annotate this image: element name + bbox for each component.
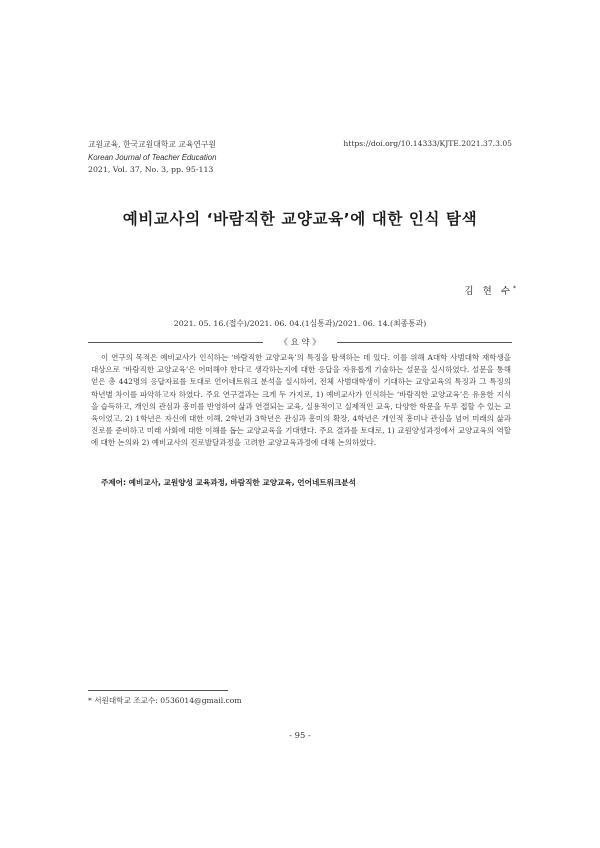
page-number: - 95 - xyxy=(289,730,311,740)
journal-name-ko: 교원교육, 한국교원대학교 교육연구원 xyxy=(88,140,216,149)
journal-name-en: Korean Journal of Teacher Education xyxy=(88,152,217,162)
author xyxy=(464,283,516,297)
doi-link[interactable]: https://doi.org/10.14333/KJTE.2021.37.3.05 xyxy=(343,139,512,148)
paper-title: 예비교사의 ‘바람직한 교양교육’에 대한 인식 탐색 xyxy=(122,210,478,228)
abstract-label: 《 요 약 》 xyxy=(279,337,321,347)
abstract-rule-right xyxy=(337,342,512,343)
author-mark: * xyxy=(513,284,516,292)
journal-info xyxy=(88,139,216,177)
author-name: 김 현 수 xyxy=(464,286,513,297)
abstract-text: 이 연구의 목적은 예비교사가 인식하는 ‘바람직한 교양교육’의 특징을 탐색하는 데 있다. 이를 위해 A대학 사범대학 재학생을 대상으로 ‘바람직한 교양교육’은 어떠해야 한다고 생각하는지에 대한 응답을 자유롭게 기술하는 설문을 실시하였다. 설문을 통해 얻은 총 442명의 응답자료를 토대로 언어네트워크 분석을 실시하여, 전체 사범대학생이 기대하는 교양교육의 특징과 그 특징의 학년별 차이를 파악하고자 하였다. 주요 연구결과는 크게 두 가지로, 1) 예비교사가 인식하는 ‘바람직한 교양교육’은 유용한 지식을 습득하고, 개인의 관심과 흥미를 반영하여 삶과 연결되는 교육, 실용적이고 실제적인 교육, 다양한 학문을 두루 접할 수 있는 교육이었고, 2) 1학년은 자신에 대한 이해, 2학년과 3학년은 관심과 흥미의 확장, 4학년은 개인적 흥미나 관심을 넘어 미래의 삶과 진로를 준비하고 미래 사회에 대한 이해를 돕는 교양교육을 기대했다. 주요 결과를 토대로, 1) 교원양성과정에서 교양교육의 역할에 대한 논의와 2) 예비교사의 진로발달과정을 고려한 교양교육과정에 대해 논의하였다. xyxy=(91,353,511,448)
abstract-heading xyxy=(88,336,512,348)
footnote-divider xyxy=(88,690,228,691)
footnote: * 서원대학교 조교수: 0536014@gmail.com xyxy=(88,696,242,705)
journal-volume: 2021, Vol. 37, No. 3, pp. 95-113 xyxy=(88,165,214,174)
submission-dates: 2021. 05. 16.(접수)/2021. 06. 04.(1심통과)/2021. 06. 14.(최종통과) xyxy=(173,319,427,328)
keywords: 주제어: 예비교사, 교원양성 교육과정, 바람직한 교양교육, 언어네트워크분석 xyxy=(101,478,356,487)
